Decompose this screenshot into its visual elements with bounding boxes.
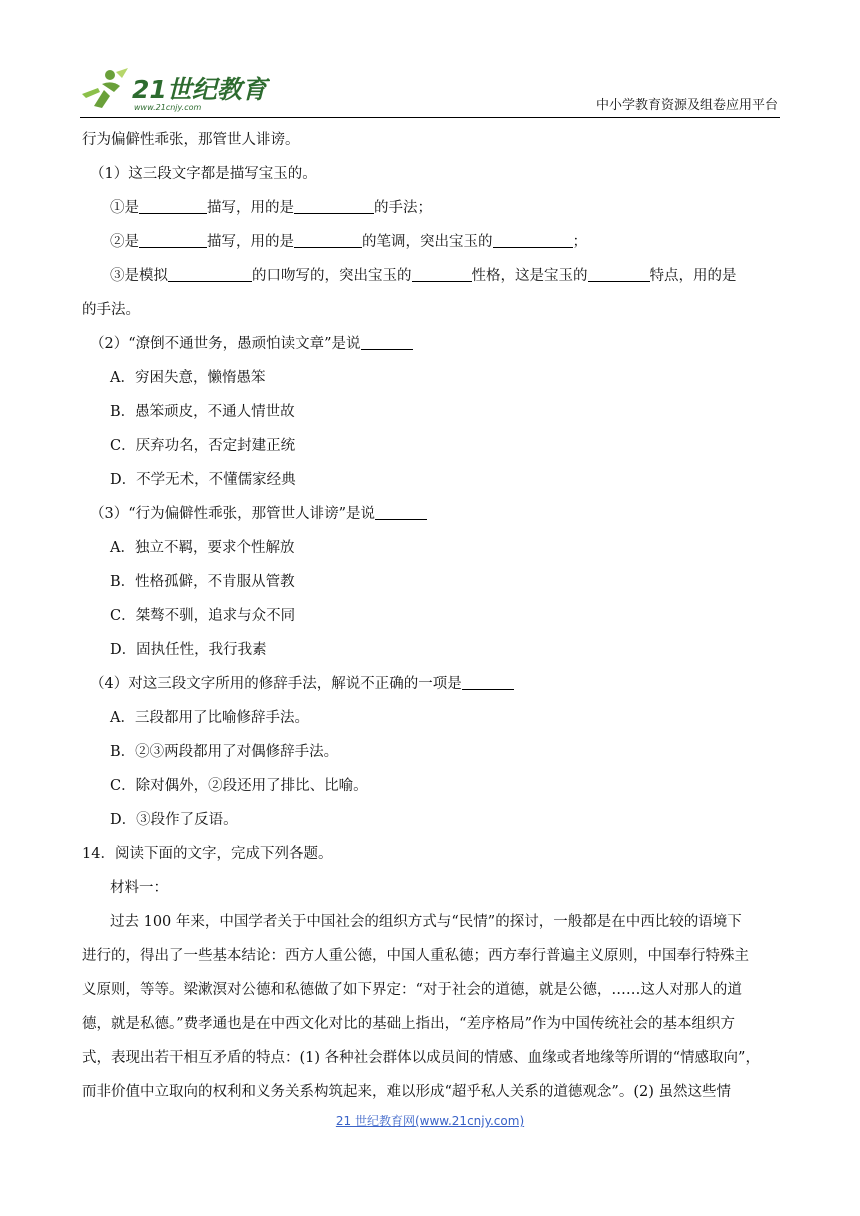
paragraph-line: 过去 100 年来，中国学者关于中国社会的组织方式与“民情”的探讨，一般都是在中西比较的语境下: [110, 914, 742, 930]
blank[interactable]: [412, 267, 472, 282]
blank[interactable]: [588, 267, 650, 282]
blank[interactable]: [294, 199, 374, 214]
blank[interactable]: [462, 675, 514, 690]
question-4: （4）对这三段文字所用的修辞手法，解说不正确的一项是: [90, 672, 514, 693]
option-b[interactable]: B．性格孤僻，不肯服从管教: [110, 574, 295, 590]
blank[interactable]: [493, 233, 573, 248]
paragraph-line: 而非价值中立取向的权利和义务关系构筑起来，难以形成“超乎私人关系的道德观念”。(2) 虽然这些情: [82, 1084, 731, 1100]
paragraph-line: 式，表现出若干相互矛盾的特点：(1) 各种社会群体以成员间的情感、血缘或者地缘等所谓的“情感取向”，: [82, 1050, 760, 1066]
question-1: （1）这三段文字都是描写宝玉的。: [90, 166, 317, 182]
paragraph-line: 进行的，得出了一些基本结论：西方人重公德，中国人重私德；西方奉行普遍主义原则，中国奉行特殊主: [82, 948, 749, 964]
blank[interactable]: [294, 233, 362, 248]
blank[interactable]: [139, 199, 207, 214]
option-d[interactable]: D．不学无术，不懂儒家经典: [110, 472, 296, 488]
option-c[interactable]: C．厌弃功名，否定封建正统: [110, 438, 296, 454]
option-a[interactable]: A．独立不羁，要求个性解放: [110, 540, 295, 556]
site-logo: [80, 66, 270, 114]
fill-line-3: ③是模拟 的口吻写的，突出宝玉的 性格，这是宝玉的 特点，用的是: [110, 268, 737, 284]
question-3: （3）“行为偏僻性乖张，那管世人诽谤”是说: [90, 502, 427, 523]
footer-link[interactable]: 21 世纪教育网(www.21cnjy.com): [335, 1114, 525, 1128]
paragraph-line: 德，就是私德。”费孝通也是在中西文化对比的基础上指出，“差序格局”作为中国传统社会的基本组织方: [82, 1016, 735, 1032]
option-d[interactable]: D．固执任性，我行我素: [110, 642, 267, 658]
fill-line-1: ①是 描写，用的是 的手法；: [110, 200, 432, 216]
option-a[interactable]: A．三段都用了比喻修辞手法。: [110, 710, 309, 726]
text-line: 行为偏僻性乖张，那管世人诽谤。: [82, 132, 300, 148]
platform-name: 中小学教育资源及组卷应用平台: [595, 98, 778, 113]
logo-url: www.21cnjy.com: [134, 103, 202, 112]
paragraph-line: 义原则，等等。梁漱溟对公德和私德做了如下界定：“对于社会的道德，就是公德，……这人对那人的道: [82, 982, 742, 998]
blank[interactable]: [168, 267, 252, 282]
option-b[interactable]: B．愚笨顽皮，不通人情世故: [110, 404, 295, 420]
header-divider: [80, 117, 780, 118]
option-c[interactable]: C．桀骜不驯，追求与众不同: [110, 608, 296, 624]
option-a[interactable]: A．穷困失意，懒惰愚笨: [110, 370, 266, 386]
blank[interactable]: [361, 335, 413, 350]
fill-line-2: ②是 描写，用的是 的笔调，突出宝玉的 ；: [110, 234, 587, 250]
question-14: 14．阅读下面的文字，完成下列各题。: [82, 846, 333, 862]
material-heading: 材料一：: [110, 880, 168, 896]
option-d[interactable]: D．③段作了反语。: [110, 812, 238, 828]
question-2: （2）“潦倒不通世务，愚顽怕读文章”是说: [90, 332, 413, 353]
page-header: [80, 62, 780, 118]
text-line: 的手法。: [82, 302, 140, 318]
option-b[interactable]: B．②③两段都用了对偶修辞手法。: [110, 744, 339, 760]
blank[interactable]: [139, 233, 207, 248]
blank[interactable]: [375, 505, 427, 520]
logo-title: 21世纪教育: [132, 75, 267, 104]
option-c[interactable]: C．除对偶外，②段还用了排比、比喻。: [110, 778, 368, 794]
